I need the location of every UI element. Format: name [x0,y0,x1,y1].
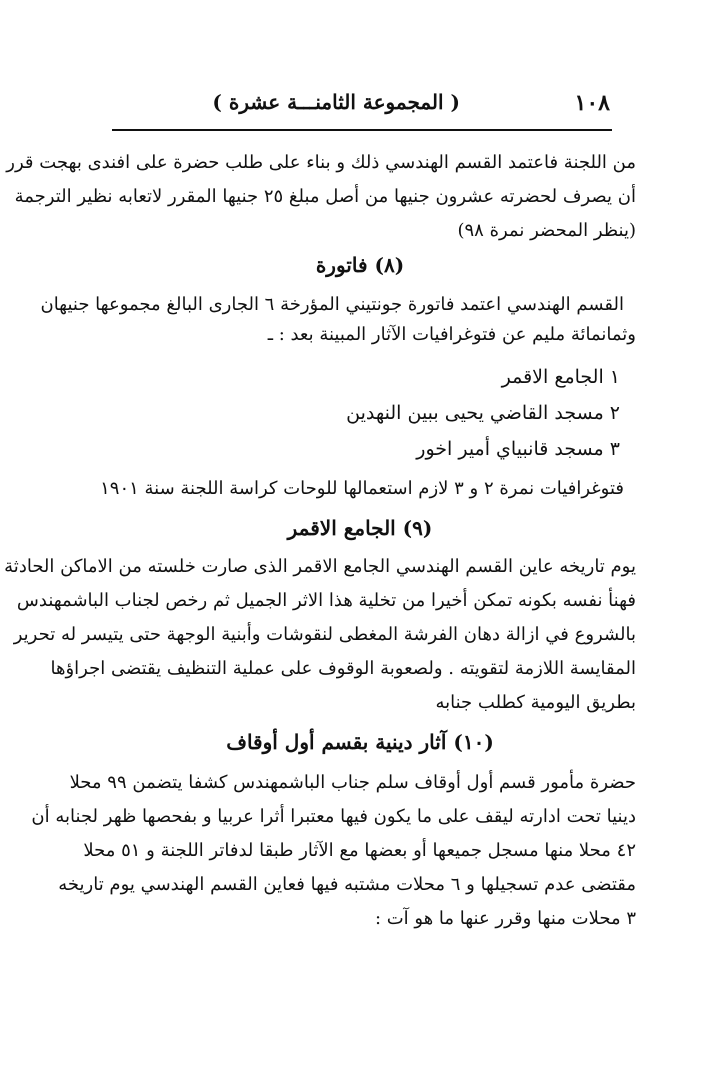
section10-line-1: حضرة مأمور قسم أول أوقاف سلم جناب الباشمهندس كشفا يتضمن ٩٩ محلا [69,772,636,793]
paragraph1-line-1: من اللجنة فاعتمد القسم الهندسي ذلك و بناء على طلب حضرة على افندى بهجت قرر [6,152,636,173]
section9-line-2: فهنأ نفسه بكونه تمكن أخيرا من تخلية هذا الاثر الجميل ثم رخص لجناب الباشمهندس [16,590,636,611]
section10-line-2: دينيا تحت ادارته ليقف على ما يكون فيها معتبرا أثرا عربيا و بفحصها ظهر لجنابه أن [31,806,636,827]
section10-line-4: مقتضى عدم تسجيلها و ٦ محلات مشتبه فيها فعاين القسم الهندسي يوم تاريخه [58,874,636,895]
section9-heading: (٩) الجامع الاقمر [287,516,433,540]
section10-heading: (١٠) آثار دينية بقسم أول أوقاف [226,730,494,754]
paragraph1-line-2: أن يصرف لحضرته عشرون جنيها من أصل مبلغ ٢٥ جنيها المقرر لاتعابه نظير الترجمة [14,186,636,207]
header-rule [112,129,612,131]
page-number: ١٠٨ [574,90,610,116]
paragraph1-line-3: (ينظر المحضر نمرة ٩٨) [457,220,636,241]
section10-line-3: ٤٢ محلا منها مسجل جميعها أو بعضها مع الآثار طبقا لدفاتر اللجنة و ٥١ محلا [83,840,636,861]
section10-line-5: ٣ محلات منها وقرر عنها ما هو آت : [374,908,636,929]
section8-item-2: ٢ مسجد القاضي يحيى ببين النهدين [346,402,620,424]
section8-item-3: ٣ مسجد قانبياي أمير اخور [416,438,620,460]
section8-item-1: ١ الجامع الاقمر [501,366,620,388]
section8-line-1: القسم الهندسي اعتمد فاتورة جونتيني المؤرخة ٦ الجارى البالغ مجموعها جنيهان [40,294,624,315]
section8-note: فتوغرافيات نمرة ٢ و ٣ لازم استعمالها للوحات كراسة اللجنة سنة ١٩٠١ [100,478,624,499]
section9-line-3: بالشروع في ازالة دهان الفرشة المغطى لنقوشات وأبنية الوجهة حتى يتيسر له تحرير [13,624,636,645]
running-header [110,88,610,128]
running-title: ( المجموعة الثامنـــة عشرة ) [212,90,460,114]
section9-line-1: يوم تاريخه عاين القسم الهندسي الجامع الاقمر الذى صارت خلسته من الاماكن الحادثة [4,556,636,577]
section8-line-2: وثمانمائة مليم عن فتوغرافيات الآثار المبينة بعد : ـ [267,324,636,345]
section9-line-5: بطريق اليومية كطلب جنابه [435,692,636,713]
section8-heading: (٨) فاتورة [315,253,405,277]
section9-line-4: المقايسة اللازمة لتقويته . ولصعوبة الوقوف على عملية التنظيف يقتضى اجراؤها [50,658,636,679]
